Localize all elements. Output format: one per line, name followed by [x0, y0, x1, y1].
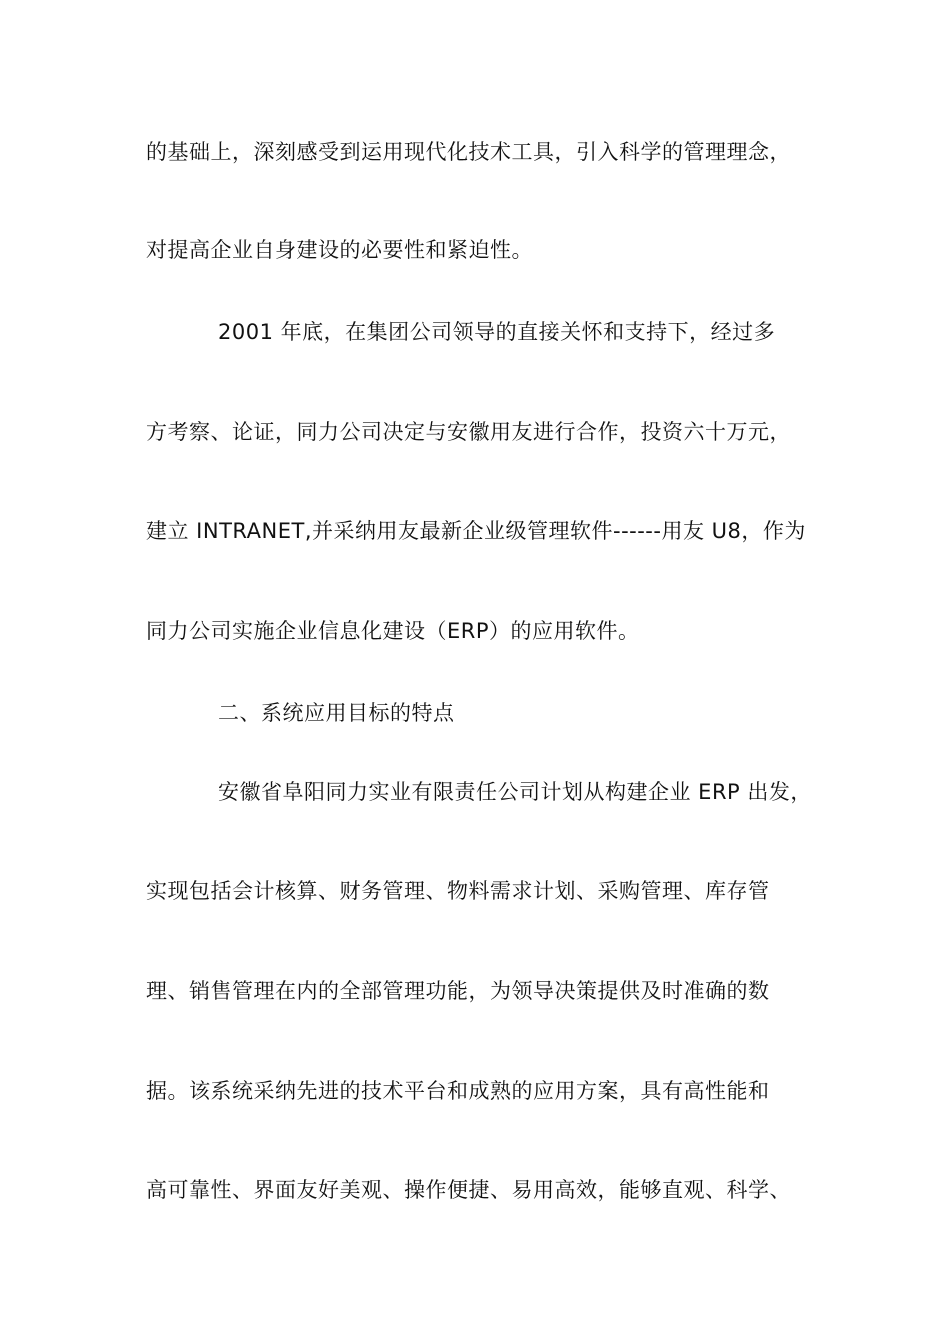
paragraph-line: 建立 INTRANET,并采纳用友最新企业级管理软件------用友 U8，作为	[146, 519, 806, 543]
paragraph-line: 同力公司实施企业信息化建设（ERP）的应用软件。	[146, 619, 640, 643]
paragraph-line: 安徽省阜阳同力实业有限责任公司计划从构建企业 ERP 出发，	[218, 780, 812, 804]
paragraph-line: 理、销售管理在内的全部管理功能，为领导决策提供及时准确的数	[146, 979, 770, 1003]
section-heading: 二、系统应用目标的特点	[218, 701, 455, 725]
paragraph-line: 的基础上，深刻感受到运用现代化技术工具，引入科学的管理理念，	[146, 140, 791, 164]
paragraph-line: 高可靠性、界面友好美观、操作便捷、易用高效，能够直观、科学、	[146, 1178, 791, 1202]
paragraph-line: 2001 年底，在集团公司领导的直接关怀和支持下，经过多	[218, 320, 776, 344]
paragraph-line: 方考察、论证，同力公司决定与安徽用友进行合作，投资六十万元，	[146, 420, 791, 444]
paragraph-line: 实现包括会计核算、财务管理、物料需求计划、采购管理、库存管	[146, 879, 770, 903]
paragraph-line: 对提高企业自身建设的必要性和紧迫性。	[146, 238, 533, 262]
paragraph-line: 据。该系统采纳先进的技术平台和成熟的应用方案，具有高性能和	[146, 1079, 770, 1103]
